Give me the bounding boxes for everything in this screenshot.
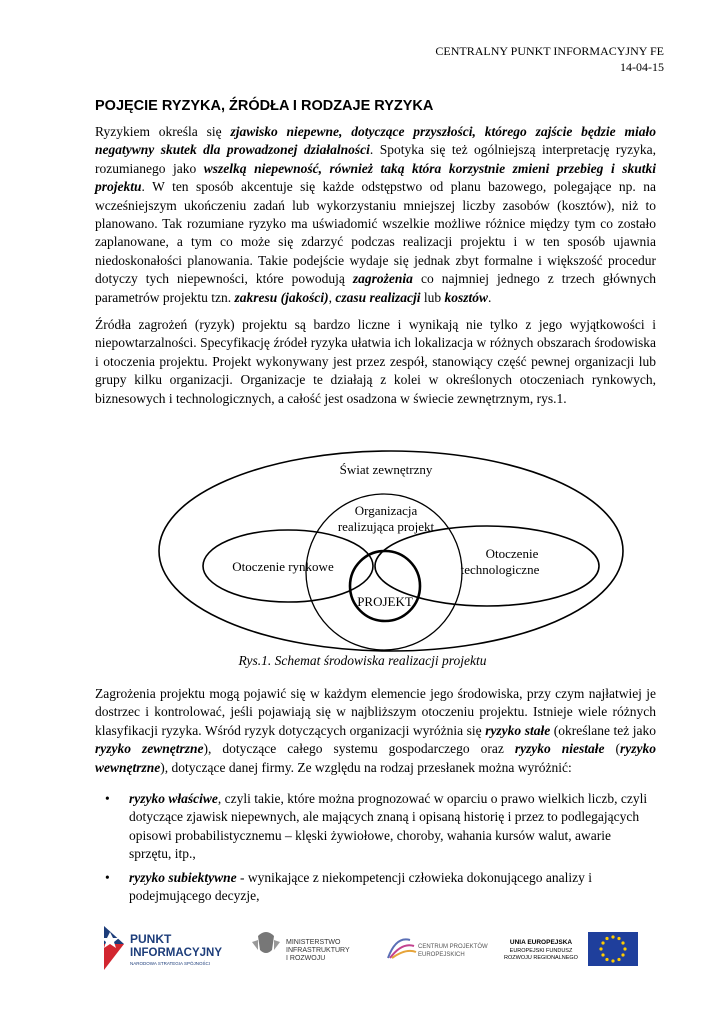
emphasis: ryzyko zewnętrzne: [95, 741, 204, 757]
ministry-logo: [252, 932, 350, 962]
label-organization-2: realizująca projekt: [337, 519, 435, 534]
project-circle: [350, 551, 420, 621]
emphasis: zagrożenia: [352, 271, 413, 287]
footer-logo-strip: [0, 918, 725, 988]
ministry-text-1: MINISTERSTWO: [286, 939, 341, 946]
footer-logos: [0, 918, 725, 988]
cpe-text-2: EUROPEJSKICH: [418, 952, 465, 958]
text: (: [604, 741, 620, 757]
eu-text-3: ROZWOJU REGIONALNEGO: [504, 955, 578, 961]
text: ,: [328, 289, 336, 305]
punkt-text-2: INFORMACYJNY: [130, 947, 223, 959]
emphasis: kosztów: [444, 289, 488, 305]
label-market: Otoczenie rynkowe: [232, 559, 334, 574]
text: .: [488, 289, 492, 305]
text: (określane też jako: [550, 722, 656, 738]
emphasis: ryzyko stałe: [485, 722, 551, 738]
text: co najmniej jednego z trzech głównych parametrów projektu tzn.: [95, 271, 656, 305]
text: Ryzykiem określa się: [95, 124, 231, 139]
paragraph-definition: [95, 123, 656, 307]
punkt-text-3: NARODOWA STRATEGIA SPÓJNOŚCI: [130, 961, 211, 966]
bullet: •: [105, 869, 110, 885]
page-title: POJĘCIE RYZYKA, ŹRÓDŁA I RODZAJE RYZYKA: [95, 98, 434, 114]
list-term: ryzyko subiektywne: [129, 869, 237, 885]
header-date: 14-04-15: [620, 60, 664, 74]
text: ), dotyczące danej firmy. Ze względu na rodzaj przesłanek można wyróżnić:: [160, 759, 572, 775]
cpe-text-1: CENTRUM PROJEKTÓW: [418, 944, 488, 950]
paragraph-classification: [95, 685, 656, 777]
ministry-text-3: I ROZWOJU: [286, 955, 326, 962]
emphasis: ryzyko wewnętrzne: [95, 741, 656, 775]
emphasis: czasu realizacji: [335, 289, 421, 305]
ministry-text-2: INFRASTRUKTURY: [286, 947, 350, 954]
paragraph-sources: Źródła zagrożeń (ryzyk) projektu są bardzo liczne i wynikają nie tylko z jego wyjątkowości i niepowtarzalności. Specyfikację źródeł ryzyka ułatwia ich lokalizacja w różnych obszarach środowiska i otoczenia projektu. Projekt wykonywany jest przez zespół, stanowiący część pewnej organizacji lub grupy kilku organizacji. Organizacje te działają z kolei w określonych otoczeniach rynkowych, biznesowych i technologicznych, a całość jest osadzona w świecie zewnętrznym, rys.1.: [95, 317, 656, 406]
text: ), dotyczące całego systemu gospodarczego oraz: [203, 741, 515, 757]
punkt-text-1: PUNKT: [130, 932, 172, 946]
eu-text-1: UNIA EUROPEJSKA: [509, 939, 573, 946]
label-tech-1: Otoczenie: [485, 546, 539, 561]
page-header: [435, 43, 664, 75]
eu-flag: [588, 932, 638, 966]
list-text: - wynikające z niekompetencji człowieka dokonującego analizy i podejmującego decyzje,: [129, 869, 592, 904]
label-organization-1: Organizacja: [354, 503, 418, 518]
list-item: [95, 790, 656, 864]
list-term: ryzyko właściwe: [129, 791, 218, 806]
figure-caption: Rys.1. Schemat środowiska realizacji projektu: [238, 653, 487, 668]
bullet: •: [105, 791, 110, 806]
label-outer-world: Świat zewnętrzny: [339, 462, 433, 477]
text: . Spotyka się też ogólniejszą interpretację ryzyka, rozumianego jako: [95, 142, 656, 176]
label-project: PROJEKT: [357, 594, 413, 609]
cpe-logo: [388, 939, 488, 958]
risk-types-list: [95, 790, 656, 910]
text: . W ten sposób akcentuje się każde odstępstwo od planu bazowego, polegające np. na wcześniejszym ukończeniu zadań lub wykorzystaniu mniejszej liczby zasobów (kosztów), niż to planowano. Tak rozumiane ryzyko ma uświadomić wszelkie możliwe różnice między tym co zostało zaplanowane, a tym co może się zdarzyć podczas realizacji projektu i w ten sposób ujawnia niedoskonałości planowania. Takie podejście wydaje się jednak zbyt formalne i większość procedur dotyczy tych niepewności, które powodują: [95, 179, 656, 287]
eu-text-2: EUROPEJSKI FUNDUSZ: [509, 948, 573, 954]
list-text: , czyli takie, które można prognozować w oparciu o prawo wielkich liczb, czyli dotyczące zjawisk niepewnych, ale mających znaną i opisaną historię i przez to podlegających opisowi probabilistycznemu – klęski żywiołowe, choroby, wahania kursów walut, awarie sprzętu, itp.,: [129, 791, 648, 862]
eu-fund-text: [504, 939, 579, 961]
text: Zagrożenia projektu mogą pojawić się w każdym elemencie jego środowiska, przy czym najłatwiej je dostrzec i kontrolować, jeśli pojawiają się w najbliższym otoczeniu projektu. Istnieje wiele różnych klasyfikacji ryzyka. Wśród ryzyk dotyczących organizacji wyróżnia się: [95, 686, 656, 738]
punkt-informacyjny-logo: [101, 926, 222, 970]
label-tech-2: technologiczne: [460, 562, 540, 577]
text: lub: [420, 289, 445, 305]
list-item: [95, 869, 656, 906]
emphasis: wszelką niepewność, również taką która korzystnie zmieni przebieg i skutki projektu: [95, 160, 656, 195]
emphasis: zakresu (jakości): [234, 289, 329, 305]
header-org: CENTRALNY PUNKT INFORMACYJNY FE: [435, 44, 664, 58]
emphasis: ryzyko niestałe: [514, 741, 605, 757]
environment-diagram: [0, 440, 725, 655]
emphasis: zjawisko niepewne, dotyczące przyszłości, którego zajście będzie miało negatywny skutek dla prowadzonej działalności: [95, 124, 656, 158]
